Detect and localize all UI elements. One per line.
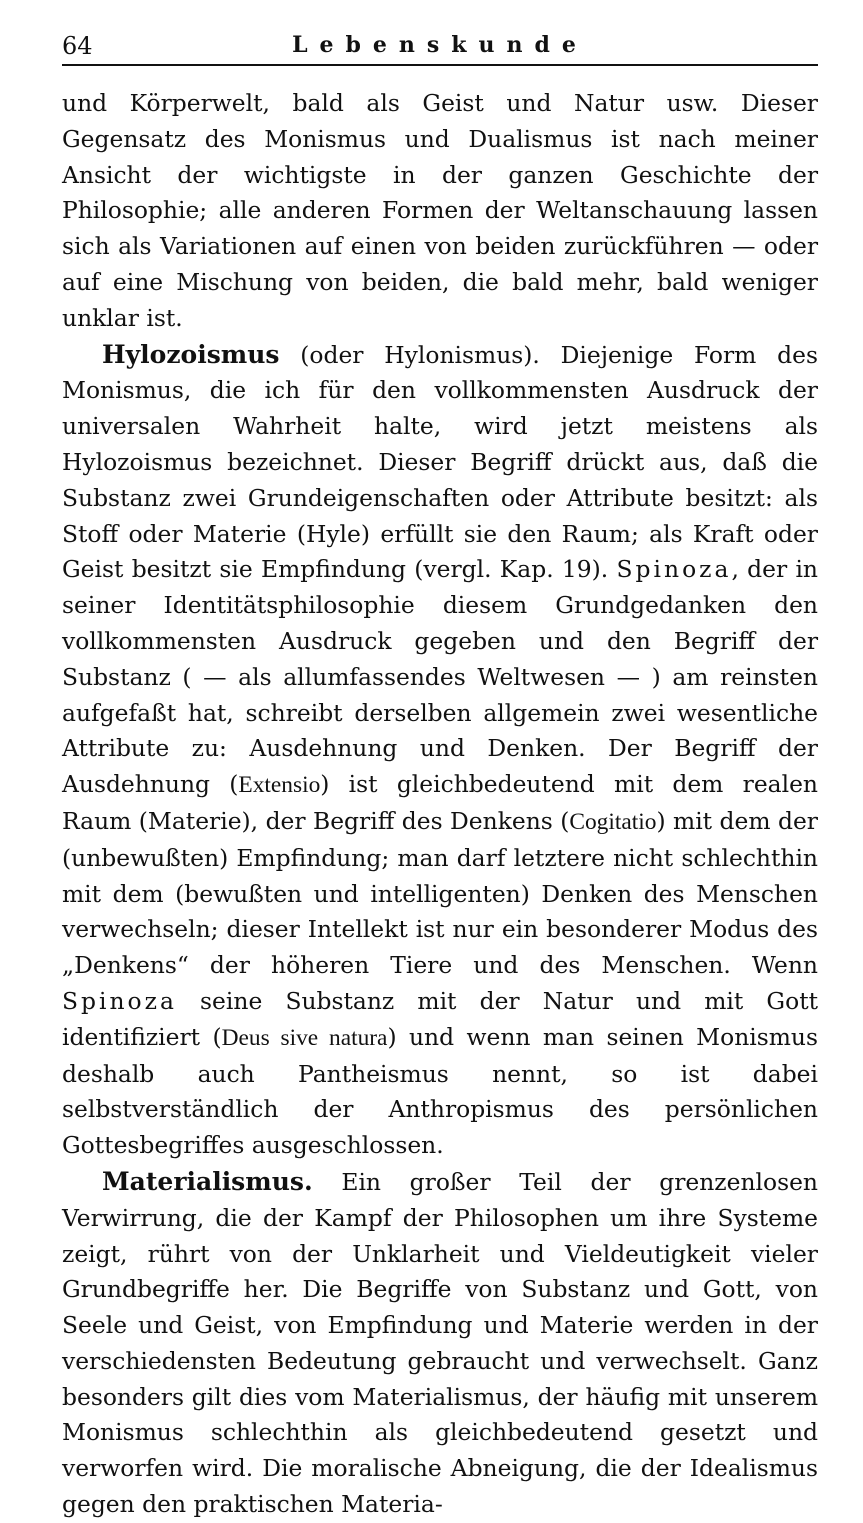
page-header (62, 28, 818, 66)
body-text (62, 86, 818, 1523)
text-run: ) mit dem der (unbewußten) Empfindung; man darf letztere nicht schlechthin mit dem (bewußten und intelligenten) Denken des Menschen verwechseln; dieser Intellekt ist nur ein besonderer Modus des „Denkens“ der höheren Tiere und des Menschen. Wenn (62, 806, 818, 980)
paragraph-p1 (62, 86, 818, 337)
text-run: ) und wenn man seinen Monismus deshalb auch Pantheismus nennt, so ist dabei selbstverständlich der Anthropismus des persönlichen Gottesbegriffes ausgeschlossen. (62, 1022, 818, 1160)
text-run: und Körperwelt, bald als Geist und Natur usw. Dieser Gegensatz des Monismus und Dualismus ist nach meiner Ansicht der wichtigste in der ganzen Geschichte der Philosophie; alle anderen Formen der Weltanschauung lassen sich als Variationen auf einen von beiden zurückführen — oder auf eine Mischung von beiden, die bald mehr, bald weniger unklar ist. (62, 89, 818, 332)
text-run: , der in seiner Identitätsphilosophie diesem Grundgedanken den vollkommensten Ausdruck gegeben und den Begriff der Substanz ( — als allumfassendes Weltwesen — ) am reinsten aufgefaßt hat, schreibt derselben allgemein zwei wesentliche Attribute zu: Ausdehnung und Denken. Der Begriff der Ausdehnung ( (62, 555, 818, 799)
text-run: (oder Hylonismus). Diejenige Form des Monismus, die ich für den vollkommensten Ausdruck der universalen Wahrheit halte, wird jetzt meistens als Hylozoismus bezeichnet. Dieser Begriff drückt aus, daß die Substanz zwei Grundeigenschaften oder Attribute besitzt: als Stoff oder Materie (Hyle) erfüllt sie den Raum; als Kraft oder Geist besitzt sie Empfindung (vergl. Kap. 19). (62, 340, 818, 584)
text-run: seine Substanz mit der Natur und mit Gott identifiziert ( (62, 986, 818, 1051)
paragraph-p3 (62, 1164, 818, 1523)
emphasized-name: Spinoza (616, 555, 732, 584)
text-run: Ein großer Teil der grenzenlosen Verwirrung, die der Kampf der Philosophen um ihre Systeme zeigt, rührt von der Unklarheit und Vieldeutigkeit vieler Grundbegriffe her. Die Begriffe von Substanz und Gott, von Seele und Geist, von Empfindung und Materie werden in der verschiedensten Bedeutung gebraucht und verwechselt. Ganz besonders gilt dies vom Materialismus, der häufig mit unserem Monismus schlechthin als gleichbedeutend gesetzt und verworfen wird. Die moralische Abneigung, die der Idealismus gegen den praktischen Materia- (62, 1167, 818, 1519)
text-run: ) ist gleichbedeutend mit dem realen Raum (Materie), der Begriff des Denkens ( (62, 770, 818, 835)
section-term: Materialismus. (102, 1166, 313, 1196)
latin-term: Extensio (238, 772, 321, 799)
latin-term: Deus sive natura (221, 1024, 388, 1051)
paragraph-p2 (62, 337, 818, 1164)
latin-term: Cogitatio (569, 808, 657, 835)
page-number: 64 (62, 32, 93, 60)
running-title: Lebenskunde (292, 32, 588, 58)
section-term: Hylozoismus (102, 339, 280, 369)
emphasized-name: Spinoza (62, 986, 177, 1015)
